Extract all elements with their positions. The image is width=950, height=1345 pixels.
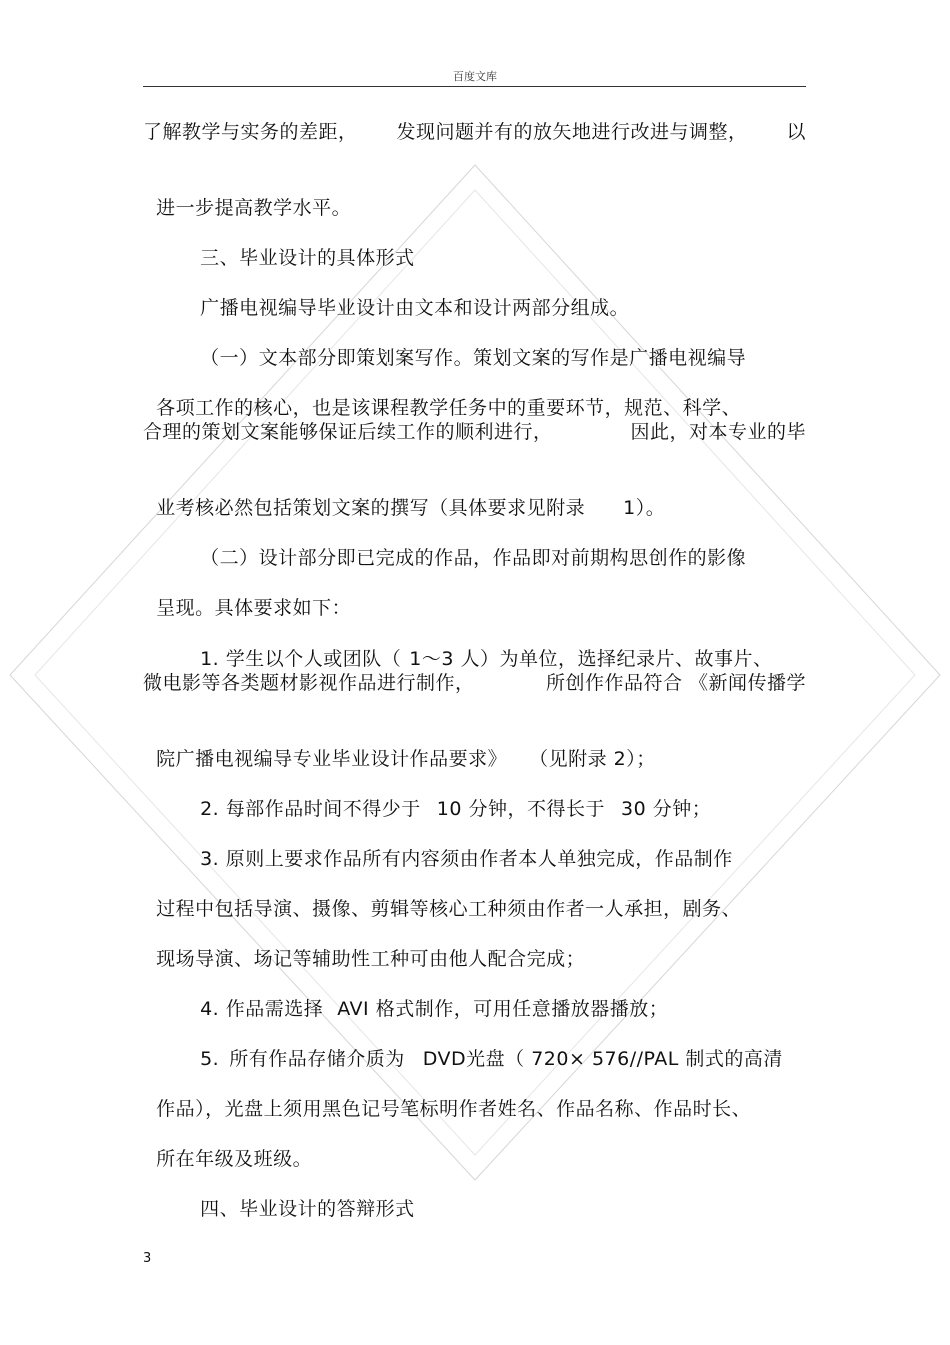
section-heading bbox=[187, 219, 415, 269]
text-segment: 广播电视编导毕业设计由文本和设计两部分组成。 bbox=[200, 297, 630, 319]
text-segment: 以 bbox=[786, 121, 806, 143]
text-segment: DVD光盘（ 720× 576//PAL 制式的高清 bbox=[422, 1048, 783, 1070]
text-segment: 呈现。具体要求如下： bbox=[156, 597, 352, 619]
text-segment: 了解教学与实务的差距， bbox=[143, 121, 358, 143]
list-item bbox=[187, 770, 712, 820]
text-segment: 过程中包括导演、摄像、剪辑等核心工种须由作者一人承担，剧务、 bbox=[156, 898, 742, 920]
text-segment: 合理的策划文案能够保证后续工作的顺利进行， bbox=[143, 421, 553, 443]
text-segment: AVI 格式制作，可用任意播放器播放； bbox=[337, 998, 669, 1020]
body-line bbox=[187, 269, 630, 319]
body-line bbox=[143, 169, 352, 219]
body-line bbox=[143, 469, 666, 519]
text-segment: （一）文本部分即策划案写作。策划文案的写作是广播电视编导 bbox=[200, 347, 747, 369]
text-segment: 进一步提高教学水平。 bbox=[156, 197, 352, 219]
section-heading bbox=[187, 1170, 415, 1220]
header-title: 百度文库 bbox=[453, 70, 497, 83]
text-segment: 2. 每部作品时间不得少于 bbox=[200, 798, 421, 820]
text-segment: 1）。 bbox=[623, 497, 666, 519]
body-line bbox=[143, 870, 742, 920]
text-segment: 院广播电视编导专业毕业设计作品要求》 bbox=[156, 748, 508, 770]
text-segment: 各项工作的核心，也是该课程教学任务中的重要环节，规范、科学、 bbox=[156, 397, 742, 419]
list-item bbox=[187, 620, 773, 670]
text-segment: 发现问题并有的放矢地进行改进与调整， bbox=[396, 121, 748, 143]
text-segment: 1～3 人）为单位，选择纪录片、故事片、 bbox=[409, 648, 773, 670]
list-item bbox=[187, 1020, 783, 1070]
text-segment: 微电影等各类题材影视作品进行制作， bbox=[143, 672, 475, 694]
body-line bbox=[187, 319, 747, 369]
body-line bbox=[143, 119, 806, 145]
text-segment: 作品），光盘上须用黑色记号笔标明作者姓名、作品名称、作品时长、 bbox=[156, 1098, 752, 1120]
body-line bbox=[187, 519, 747, 569]
body-line bbox=[143, 569, 352, 619]
body-line bbox=[143, 920, 586, 970]
list-item bbox=[187, 970, 669, 1020]
text-segment: 因此，对本专业的毕 bbox=[630, 421, 806, 443]
text-segment: 10 分钟，不得长于 bbox=[436, 798, 605, 820]
text-segment: 30 分钟； bbox=[620, 798, 712, 820]
body-line bbox=[143, 419, 806, 445]
text-segment: （见附录 2）； bbox=[529, 748, 656, 770]
body-line bbox=[143, 1120, 313, 1170]
text-segment: 1. 学生以个人或团队（ bbox=[200, 648, 402, 670]
text-segment: （二）设计部分即已完成的作品，作品即对前期构思创作的影像 bbox=[200, 547, 747, 569]
text-segment: 5. bbox=[200, 1048, 220, 1070]
text-segment: 三、毕业设计的具体形式 bbox=[200, 247, 415, 269]
text-segment: 业考核必然包括策划文案的撰写（具体要求见附录 bbox=[156, 497, 586, 519]
text-segment: 所在年级及班级。 bbox=[156, 1148, 313, 1170]
page-number: 3 bbox=[143, 1251, 152, 1266]
text-segment: 所创作作品符合 《新闻传播学 bbox=[545, 672, 806, 694]
body-line bbox=[143, 670, 806, 696]
list-item bbox=[187, 820, 733, 870]
body-line bbox=[143, 369, 742, 419]
body-line bbox=[143, 720, 656, 770]
body-line bbox=[143, 1070, 752, 1120]
text-segment: 3. 原则上要求作品所有内容须由作者本人单独完成，作品制作 bbox=[200, 848, 733, 870]
text-segment: 四、毕业设计的答辩形式 bbox=[200, 1198, 415, 1220]
text-segment: 4. 作品需选择 bbox=[200, 998, 324, 1020]
text-segment: 所有作品存储介质为 bbox=[229, 1048, 405, 1070]
header-rule bbox=[143, 86, 806, 87]
text-segment: 现场导演、场记等辅助性工种可由他人配合完成； bbox=[156, 948, 586, 970]
